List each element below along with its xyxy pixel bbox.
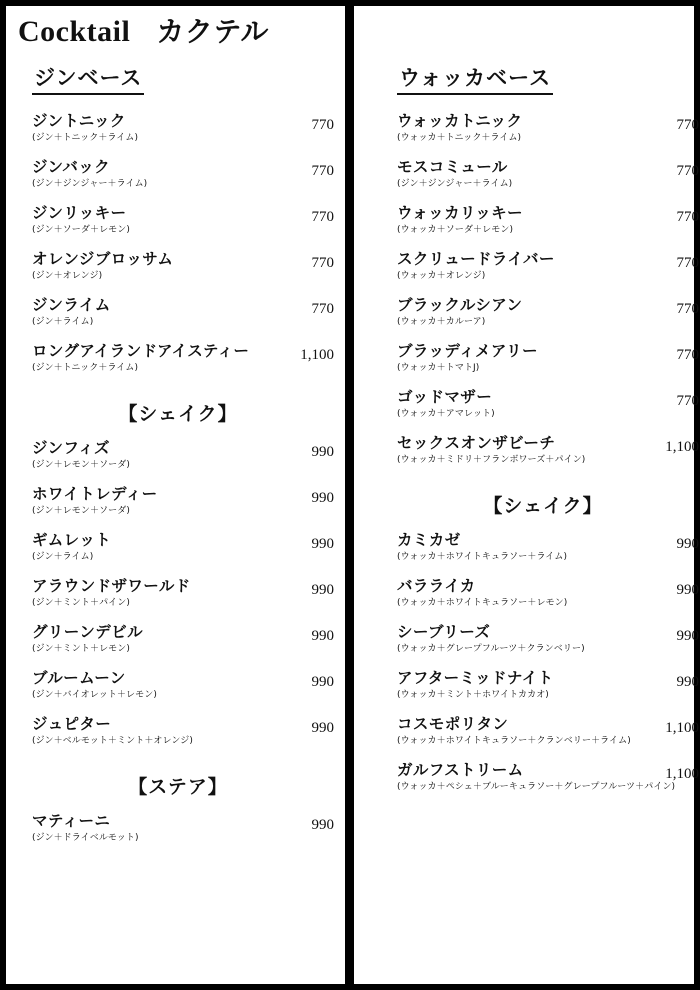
menu-item-name: ジンリッキー	[32, 204, 127, 222]
menu-item-price: 990	[676, 536, 699, 552]
menu-item	[18, 670, 338, 704]
menu-item-description: (ウォッカ＋ミドリ＋フランボワーズ＋パイン)	[397, 455, 586, 466]
menu-item	[18, 251, 338, 285]
menu-item-price: 990	[311, 817, 334, 833]
menu-item	[18, 624, 338, 658]
section-heading: ウォッカベース	[397, 62, 553, 95]
menu-item-price: 770	[676, 301, 699, 317]
menu-item	[18, 159, 338, 193]
menu-item-price: 990	[311, 444, 334, 460]
menu-item-description: (ウォッカ＋ソーダ＋レモン)	[397, 225, 514, 236]
menu-item-name: ジュピター	[32, 715, 112, 733]
menu-item	[383, 389, 700, 423]
menu-item-price: 770	[311, 117, 334, 133]
menu-item	[18, 716, 338, 750]
column-vodka	[383, 58, 700, 808]
menu-item-name: ギムレット	[32, 531, 112, 549]
menu-item-name: セックスオンザビーチ	[397, 434, 556, 452]
menu-item	[18, 113, 338, 147]
menu-item-price: 770	[676, 117, 699, 133]
menu-item-name: ロングアイランドアイスティー	[32, 342, 250, 360]
menu-item-description: (ウォッカ＋ペシェ＋ブルーキュラソー＋グレープフルーツ＋パイン)	[397, 782, 676, 793]
menu-item	[18, 486, 338, 520]
menu-item	[18, 813, 338, 847]
menu-item-description: (ジン＋トニック＋ライム)	[32, 133, 139, 144]
menu-item-description: (ジン＋ジンジャー＋ライム)	[397, 179, 513, 190]
menu-item	[18, 578, 338, 612]
menu-item-price: 990	[676, 582, 699, 598]
menu-item-description: (ウォッカ＋トニック＋ライム)	[397, 133, 522, 144]
menu-item-description: (ジン＋ベルモット＋ミント＋オレンジ)	[32, 736, 193, 747]
menu-item	[18, 343, 338, 377]
menu-item-price: 770	[676, 209, 699, 225]
menu-item-name: アラウンドザワールド	[32, 577, 191, 595]
menu-item-description: (ウォッカ＋グレープフルーツ＋クランベリー)	[397, 644, 585, 655]
menu-item-description: (ジン＋ドライベルモット)	[32, 833, 139, 844]
menu-item-description: (ウォッカ＋ミント＋ホワイトカカオ)	[397, 690, 549, 701]
menu-item-name: ジンバック	[32, 158, 111, 176]
menu-item	[383, 435, 700, 469]
menu-item-price: 770	[311, 301, 334, 317]
menu-item-description: (ジン＋ジンジャー＋ライム)	[32, 179, 148, 190]
menu-item-price: 1,100	[665, 766, 699, 782]
menu-item	[383, 251, 700, 285]
menu-item-name: モスコミュール	[397, 158, 508, 176]
menu-item-name: スクリュードライバー	[397, 250, 555, 268]
menu-item-name: ウォッカトニック	[397, 112, 523, 130]
left-border	[0, 0, 6, 990]
menu-item-name: アフターミッドナイト	[397, 669, 554, 687]
menu-item-description: (ウォッカ＋トマトJ)	[397, 363, 480, 374]
menu-item-price: 990	[311, 628, 334, 644]
menu-item	[18, 532, 338, 566]
column-gin	[18, 58, 338, 859]
menu-item	[383, 343, 700, 377]
menu-item-description: (ウォッカ＋アマレット)	[397, 409, 495, 420]
section-heading: ジンベース	[32, 62, 144, 95]
menu-item-price: 770	[676, 393, 699, 409]
menu-item-name: ウォッカリッキー	[397, 204, 523, 222]
menu-item-name: ジンフィズ	[32, 439, 110, 457]
menu-item-name: ブラックルシアン	[397, 296, 523, 314]
menu-item-price: 770	[311, 163, 334, 179]
menu-item-name: ゴッドマザー	[397, 388, 493, 406]
menu-item-description: (ウォッカ＋ホワイトキュラソー＋クランベリー＋ライム)	[397, 736, 631, 747]
menu-item-description: (ジン＋ライム)	[32, 552, 94, 563]
menu-item	[18, 205, 338, 239]
menu-item	[383, 532, 700, 566]
menu-item-description: (ジン＋トニック＋ライム)	[32, 363, 139, 374]
menu-item-price: 1,100	[665, 439, 699, 455]
menu-item-price: 990	[311, 720, 334, 736]
menu-item-price: 990	[676, 674, 699, 690]
menu-item	[383, 716, 700, 750]
menu-item-description: (ウォッカ＋カルーア)	[397, 317, 486, 328]
menu-item-price: 990	[311, 674, 334, 690]
group-heading: 【シェイク】	[483, 495, 603, 517]
menu-item-description: (ジン＋レモン＋ソーダ)	[32, 506, 130, 517]
menu-item-price: 990	[311, 490, 334, 506]
menu-item-name: バラライカ	[397, 577, 476, 595]
menu-item-description: (ジン＋レモン＋ソーダ)	[32, 460, 130, 471]
menu-item-price: 990	[311, 582, 334, 598]
group-heading: 【ステア】	[128, 776, 228, 798]
menu-item-name: コスモポリタン	[397, 715, 509, 733]
menu-item-description: (ウォッカ＋オレンジ)	[397, 271, 486, 282]
menu-item-description: (ジン＋ミント＋レモン)	[32, 644, 130, 655]
menu-item-name: ジントニック	[32, 112, 126, 130]
menu-item	[383, 670, 700, 704]
menu-item-name: ジンライム	[32, 296, 111, 314]
menu-item-price: 1,100	[665, 720, 699, 736]
menu-item-name: ガルフストリーム	[397, 761, 524, 779]
menu-item-price: 990	[311, 536, 334, 552]
menu-item-price: 770	[676, 347, 699, 363]
menu-item-price: 1,100	[300, 347, 334, 363]
menu-item-name: シーブリーズ	[397, 623, 491, 641]
menu-item	[383, 624, 700, 658]
menu-item-price: 770	[311, 209, 334, 225]
menu-item-name: ホワイトレディー	[32, 485, 158, 503]
menu-item	[18, 440, 338, 474]
menu-item-description: (ジン＋ミント＋パイン)	[32, 598, 130, 609]
menu-item-name: カミカゼ	[397, 531, 461, 549]
menu-item-description: (ジン＋ライム)	[32, 317, 94, 328]
menu-item-description: (ジン＋ソーダ＋レモン)	[32, 225, 130, 236]
menu-item	[383, 113, 700, 147]
page-title-jp: カクテル	[156, 15, 269, 48]
menu-item-name: ブラッディメアリー	[397, 342, 538, 360]
menu-item-price: 990	[676, 628, 699, 644]
center-divider	[345, 0, 354, 990]
menu-item	[383, 578, 700, 612]
menu-item-price: 770	[311, 255, 334, 271]
menu-item-description: (ジン＋オレンジ)	[32, 271, 103, 282]
menu-item	[383, 762, 700, 796]
menu-item	[383, 159, 700, 193]
page-title	[18, 10, 269, 50]
menu-item-description: (ウォッカ＋ホワイトキュラソー＋ライム)	[397, 552, 568, 563]
menu-item-name: オレンジブロッサム	[32, 250, 174, 268]
menu-item-name: マティーニ	[32, 812, 111, 830]
menu-item-name: ブルームーン	[32, 669, 126, 687]
page-title-en: Cocktail	[18, 15, 131, 48]
menu-item	[18, 297, 338, 331]
menu-item-price: 770	[676, 163, 699, 179]
group-heading: 【シェイク】	[118, 403, 238, 425]
menu-item	[383, 205, 700, 239]
menu-item	[383, 297, 700, 331]
menu-item-description: (ウォッカ＋ホワイトキュラソー＋レモン)	[397, 598, 568, 609]
menu-item-price: 770	[676, 255, 699, 271]
menu-item-name: グリーンデビル	[32, 623, 143, 641]
menu-item-description: (ジン＋バイオレット＋レモン)	[32, 690, 157, 701]
